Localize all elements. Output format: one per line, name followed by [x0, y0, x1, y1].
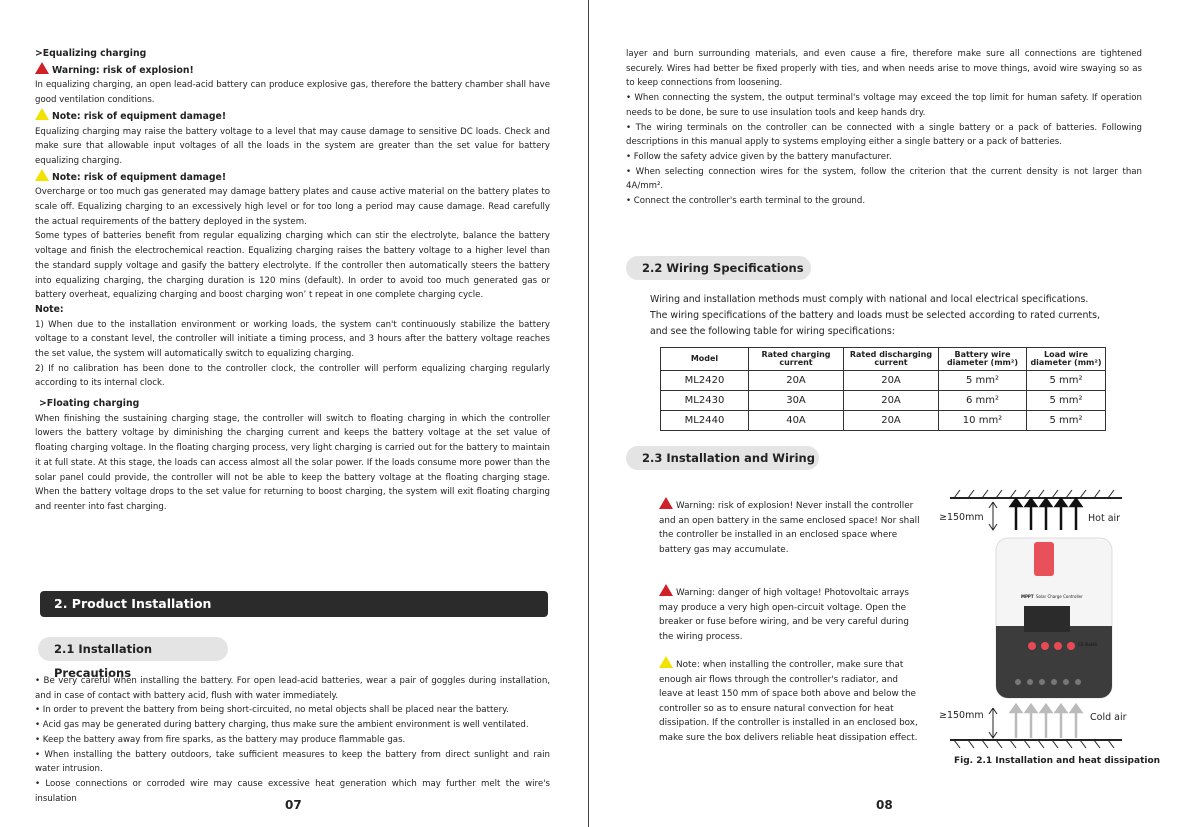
subsection-heading: 2.1 Installation Precautions	[38, 637, 228, 661]
list-item: • Be very careful when installing the battery. For open lead-acid batteries, wear a pair of goggles during installation, and in case of contact with battery acid, flush with water immediately.	[35, 676, 550, 701]
section-heading: 2. Product Installation	[40, 591, 548, 617]
list-item: • Loose connections or corroded wire may cause excessive heat generation which may further melt the wire's insulation	[35, 778, 550, 804]
note-heading: Note:	[35, 303, 64, 315]
list-item: • Connect the controller's earth terminal to the ground.	[626, 196, 866, 207]
paragraph: layer and burn surrounding materials, and even cause a fire, therefore make sure all connections are tightened securely. Wires had better be fixed properly with ties, and when needs arise to move things, avoid wire swaying so as to keep connections from loosening.	[626, 49, 1142, 89]
list-item: • When selecting connection wires for the system, follow the criterion that the current density is not larger than 4A/mm².	[626, 166, 1142, 192]
note-item: 1) When due to the installation environment or working loads, the system can't continuously stabilize the battery voltage to a constant level, the controller will initiate a timing process, and 3 hours after the battery voltage reaches the set value, the system will automatically switch to equalizing charging.	[35, 319, 550, 360]
note-label: Note: risk of equipment damage!	[52, 171, 227, 183]
warning-text: Warning: danger of high voltage! Photovoltaic arrays may produce a very high open-circuit voltage. Open the breaker or fuse before wiring, and be very careful during the wiring process.	[659, 588, 910, 642]
caution-icon	[35, 108, 49, 120]
top-clearance-label: ≥150mm	[939, 512, 984, 523]
text-line: Wiring and installation methods must comply with national and local electrical specifications.	[650, 294, 1089, 305]
figure-caption: Fig. 2.1 Installation and heat dissipation	[954, 756, 1161, 766]
cert-label: CE RoHS	[1078, 642, 1098, 647]
list-item: • Follow the safety advice given by the battery manufacturer.	[626, 151, 892, 162]
paragraph: When finishing the sustaining charging stage, the controller will switch to floating charging in which the controller lowers the battery voltage by diminishing the charging current and keeps the battery voltage at the set value of floating charging voltage. In the floating charging process, very light charging is carried out for the battery to maintain it at full state. At this stage, the loads can access almost all the solar power. If the loads consume more power than the solar panel could provide, the controller will not be able to keep the battery voltage at the floating charging stage. When the battery voltage drops to the set value for returning to boost charging, the system will exit floating charging and reenter into fast charging.	[35, 413, 550, 512]
warning-icon	[659, 584, 673, 596]
note-text: Note: when installing the controller, make sure that enough air flows through the controller's radiator, and leave at least 150 mm of space both above and below the controller so as to ensure natural convection for heat dissipation. If the controller is installed in an enclosed box, make sure the box delivers reliable heat dissipation effect.	[659, 660, 918, 743]
equalizing-title: >Equalizing charging	[35, 48, 147, 59]
cell: ML2440	[661, 411, 749, 431]
warning-text: Warning: risk of explosion! Never install the controller and an open battery in the same enclosed space! Nor shall the controller be installed in an enclosed space where battery gas may accumulate.	[659, 501, 920, 555]
list-item: • When connecting the system, the output terminal's voltage may exceed the top limit for human safety. If operation needs to be done, be sure to use insulation tools and keep hands dry.	[626, 93, 1142, 118]
cell: 5 mm²	[939, 371, 1027, 391]
header-cell: Load wire diameter (mm²)	[1027, 348, 1106, 371]
note-item: 2) If no calibration has been done to the controller clock, the controller will perform equalizing charging regularly according to its internal clock.	[35, 363, 550, 389]
warning-icon	[35, 62, 49, 74]
brand-label: MPPT	[1021, 594, 1034, 599]
page-number: 07	[285, 798, 302, 812]
page-number: 08	[876, 798, 893, 812]
header-cell: Model	[661, 348, 749, 371]
caution-icon	[659, 656, 673, 668]
table-row	[661, 391, 1106, 411]
header-cell: Battery wire diameter (mm²)	[939, 348, 1027, 371]
hot-air-label: Hot air	[1088, 513, 1121, 524]
list-item: • In order to prevent the battery from being short-circuited, no metal objects shall be placed near the battery.	[35, 705, 509, 716]
warning-label: Warning: risk of explosion!	[52, 64, 194, 76]
cold-air-label: Cold air	[1090, 712, 1127, 723]
list-item: • When installing the battery outdoors, take sufficient measures to keep the battery from direct sunlight and rain water intrusion.	[35, 749, 550, 775]
text-line: and see the following table for wiring specifications:	[650, 326, 895, 337]
cell: 6 mm²	[939, 391, 1027, 411]
cell: 5 mm²	[1027, 411, 1106, 431]
cell: 10 mm²	[939, 411, 1027, 431]
list-item: • Acid gas may be generated during battery charging, thus make sure the ambient environment is well ventilated.	[35, 720, 529, 731]
warning-high-voltage	[659, 584, 921, 644]
list-item: • Keep the battery away from fire sparks, as the battery may produce flammable gas.	[35, 734, 406, 745]
wiring-spec-table	[660, 347, 1106, 431]
list-item: • The wiring terminals on the controller can be connected with a single battery or a pack of batteries. Following descriptions in this manual apply to systems employing either a single battery or a pack of batteries.	[626, 122, 1142, 148]
cell: 20A	[844, 371, 939, 391]
floating-title: >Floating charging	[39, 398, 140, 409]
paragraph: Overcharge or too much gas generated may damage battery plates and cause active material on the battery plates to scale off. Equalizing charging to an excessively high level or for too long a period may cause damage. Read carefully the actual requirements of the battery deployed in the system.	[35, 187, 550, 227]
wiring-paragraph	[650, 292, 1120, 340]
product-label: Solar Charge Controller	[1036, 594, 1083, 599]
table-row	[661, 371, 1106, 391]
floating-section	[35, 397, 550, 515]
paragraph: In equalizing charging, an open lead-acid battery can produce explosive gas, therefore the battery chamber shall have good ventilation conditions.	[35, 80, 550, 106]
paragraph: Some types of batteries benefit from regular equalizing charging which can stir the electrolyte, balance the battery voltage and finish the electrochemical reaction. Equalizing charging raises the battery voltage to a higher level than the standard supply voltage and gasify the battery electrolyte. If the controller then automatically steers the battery into equalizing charging, the charging duration is 120 mins (default). In order to avoid too much generated gas or battery overheat, equalizing charging and boost charging won’ t repeat in one complete charging cycle.	[35, 231, 550, 301]
text-line: The wiring specifications of the battery and loads must be selected according to rated currents,	[650, 310, 1100, 321]
table-header	[661, 348, 1106, 371]
note-label: Note: risk of equipment damage!	[52, 110, 227, 122]
page-divider	[588, 0, 589, 827]
note-installation	[659, 656, 921, 746]
cell: 5 mm²	[1027, 391, 1106, 411]
header-cell: Rated charging current	[749, 348, 844, 371]
bottom-clearance-label: ≥150mm	[939, 710, 984, 721]
cell: ML2420	[661, 371, 749, 391]
cell: 40A	[749, 411, 844, 431]
installation-figure	[936, 486, 1146, 776]
cell: 20A	[844, 391, 939, 411]
subsection-heading: 2.3 Installation and Wiring	[626, 446, 819, 470]
warning-icon	[659, 497, 673, 509]
precautions-list-continued	[626, 47, 1142, 209]
table-row	[661, 411, 1106, 431]
precautions-list	[35, 674, 550, 806]
equalizing-section	[35, 47, 550, 391]
cell: 20A	[749, 371, 844, 391]
cell: ML2430	[661, 391, 749, 411]
paragraph: Equalizing charging may raise the battery voltage to a level that may cause damage to sensitive DC loads. Check and make sure that allowable input voltages of all the loads in the system are greater than the set value for battery equalizing charging.	[35, 126, 550, 166]
cell: 30A	[749, 391, 844, 411]
caution-icon	[35, 169, 49, 181]
subsection-heading: 2.2 Wiring Specifications	[626, 256, 811, 280]
header-cell: Rated discharging current	[844, 348, 939, 371]
cell: 5 mm²	[1027, 371, 1106, 391]
warning-explosion	[659, 497, 921, 557]
cell: 20A	[844, 411, 939, 431]
